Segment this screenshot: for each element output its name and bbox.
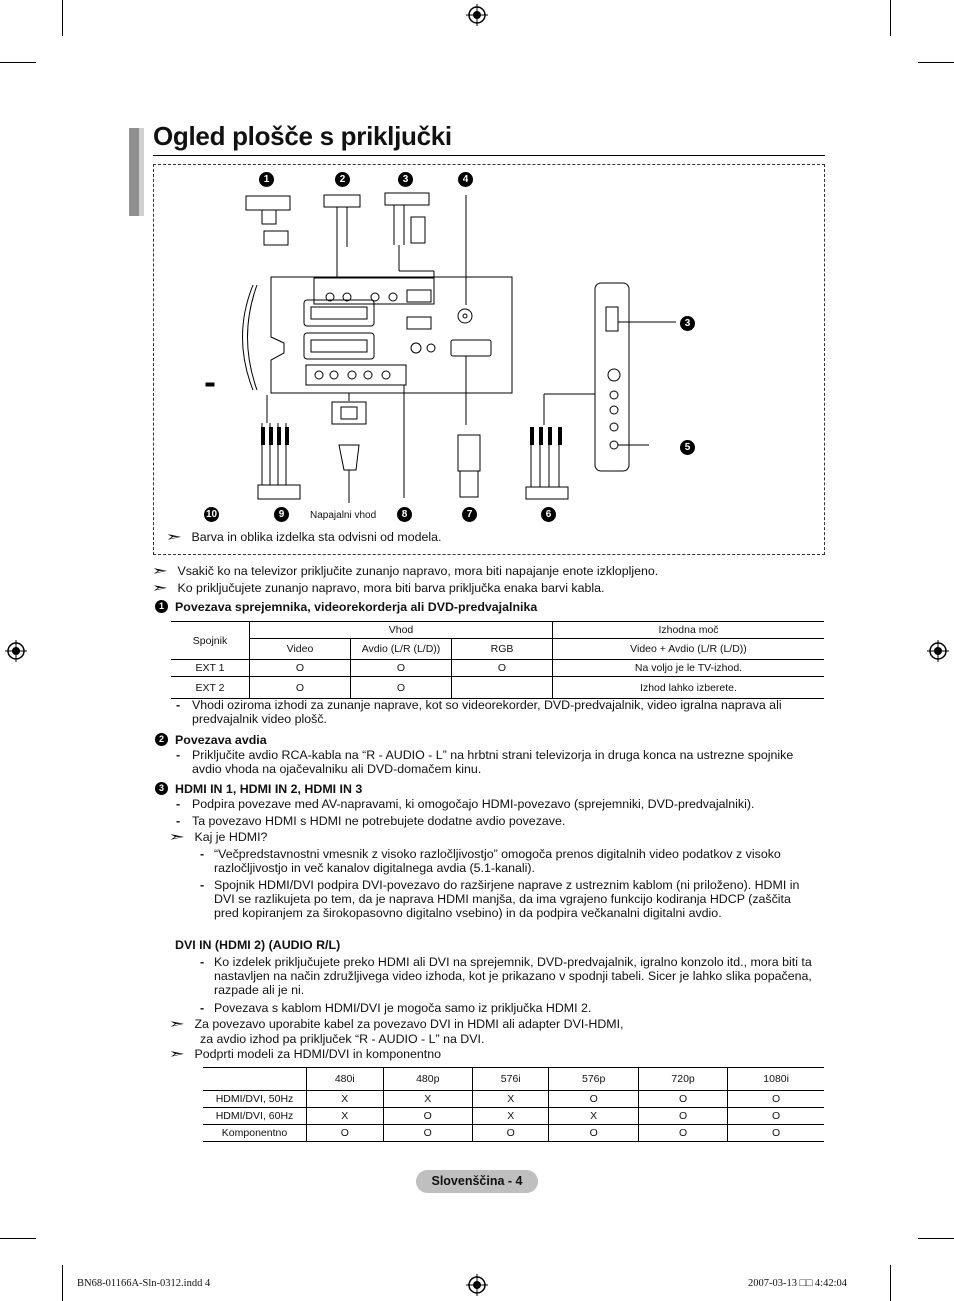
bullet-dash: - [176,748,181,762]
section-1-marker: 1 [155,600,168,613]
header-izhodna: Izhodna moč [553,622,825,639]
page-number-badge: Slovenščina - 4 [416,1170,538,1193]
registration-mark-icon [466,1274,488,1296]
note-arrow-icon: ➣ [168,829,185,844]
section-1-heading: Povezava sprejemnika, videorekorderja ali DVD-predvajalnika [175,600,538,614]
marker-4: 4 [458,172,473,187]
note-power-off: ➣ Vsakič ko na televizor priključite zunanjo napravo, mora biti napajanje enote izklopljeno. [151,563,659,578]
note-arrow-icon: ➣ [151,563,168,578]
marker-3: 3 [398,172,413,187]
crop-mark [890,0,891,36]
table-row: HDMI/DVI, 60Hz X O X X O O [203,1108,824,1125]
col-480p: 480p [383,1068,472,1091]
dvi-cable-note-2: za avdio izhod pa priključek “R - AUDIO - L” na DVI. [200,1032,485,1046]
col-576i: 576i [472,1068,549,1091]
table-row: HDMI/DVI, 50Hz X X X O O O [203,1091,824,1108]
col-720p: 720p [638,1068,727,1091]
crop-mark [918,1238,954,1239]
header-avdio: Avdio (L/R (L/D)) [351,639,452,660]
table-row: EXT 1 O O O Na voljo je le TV-izhod. [171,660,824,677]
crop-mark [0,1238,36,1239]
header-rgb: RGB [452,639,553,660]
dvi-bullet-1: Ko izdelek priključujete preko HDMI ali DVI na sprejemnik, DVD-predvajalnik, igralno konzolo itd., mora biti ta nastavljen na način združljivega video izhoda, kot je prikazano v spodnji tabeli. Sicer je lahko slika popačena, razpade ali je ni. [214,955,812,997]
note-arrow-icon: ➣ [168,1016,185,1031]
connection-panel-diagram [153,164,825,555]
bullet-dash: - [200,878,205,892]
col-480i: 480i [307,1068,384,1091]
ext-connector-table [171,621,824,699]
dvi-heading: DVI IN (HDMI 2) (AUDIO R/L) [175,938,341,952]
bullet-dash: - [200,955,205,969]
crop-mark [62,0,63,36]
marker-2: 2 [335,172,350,187]
header-video: Video [250,639,351,660]
hdmi-explanation-2: Spojnik HDMI/DVI podpira DVI-povezavo do razširjene naprave z ustreznim kablom (ni priloženo). HDMI in DVI se razlikujeta po tem, da je naprava HDMI manjša, da ima vgrajeno funkcijo kodiranja HDCP (zaščita pred kopiranjem za širokopasovno digitalno vsebino) in da podpira večkanalni digitalni avdio. [214,878,800,920]
note-arrow-icon: ➣ [168,1046,185,1061]
dvi-bullet-2: Povezava s kablom HDMI/DVI je mogoča samo iz priključka HDMI 2. [214,1001,592,1015]
col-576p: 576p [549,1068,638,1091]
marker-3-side: 3 [680,316,695,331]
note-arrow-icon: ➣ [165,529,182,544]
crop-mark [890,1265,891,1301]
header-spojnik: Spojnik [171,622,250,660]
registration-mark-icon [927,640,949,662]
crop-mark [0,62,36,63]
section-2-marker: 2 [155,733,168,746]
marker-7: 7 [462,507,477,522]
resolution-table [203,1067,824,1142]
table-row: EXT 2 O O Izhod lahko izberete. [171,677,824,699]
section-3-marker: 3 [155,782,168,795]
col-1080i: 1080i [728,1068,824,1091]
registration-mark-icon [5,640,27,662]
crop-mark [62,1265,63,1301]
power-input-label: Napajalni vhod [310,510,377,521]
note-color-match: ➣ Ko priključujete zunanjo napravo, mora biti barva priključka enaka barvi kabla. [151,580,605,595]
bullet-dash: - [200,847,205,861]
title-accent-bar [139,128,144,216]
marker-8: 8 [397,507,412,522]
section-3-bullet-1: Podpira povezave med AV-napravami, ki omogočajo HDMI-povezavo (sprejemniki, DVD-predvajalniki). [192,797,755,811]
supported-modes-note: ➣ Podprti modeli za HDMI/DVI in komponentno [168,1046,442,1061]
registration-mark-icon [466,4,488,26]
marker-10: 10 [205,509,218,520]
marker-9: 9 [274,507,289,522]
section-3-bullet-2: Ta povezavo HDMI s HDMI ne potrebujete dodatne avdio povezave. [192,814,566,828]
dvi-cable-note: ➣ Za povezavo uporabite kabel za povezavo DVI in HDMI ali adapter DVI-HDMI, [168,1016,624,1031]
bullet-dash: - [176,698,181,712]
footer-timestamp: 2007-03-13 □□ 4:42:04 [748,1278,848,1289]
title-divider [153,155,825,156]
bullet-dash: - [176,814,181,828]
table-row: Komponentno O O O O O O [203,1125,824,1142]
footer-file-name: BN68-01166A-Sln-0312.indd 4 [77,1278,211,1289]
header-vhod: Vhod [250,622,553,639]
section-1-bullet: Vhodi oziroma izhodi za zunanje naprave, kot so videorekorder, DVD-predvajalnik, video igralna naprava ali predvajalnik video plošč. [192,698,782,726]
bullet-dash: - [200,1001,205,1015]
diagram-note: ➣ Barva in oblika izdelka sta odvisni od modela. [165,529,442,544]
section-2-heading: Povezava avdia [175,733,267,747]
hdmi-explanation-1: “Večpredstavnostni vmesnik z visoko razločljivostjo” omogoča prenos digitalnih video podatkov z visoko razločljivostjo in več kanalov digitalnega avdia (5.1-kanali). [214,847,781,875]
section-2-bullet: Priključite avdio RCA-kabla na “R - AUDIO - L” na hrbtni strani televizorja in druga konca na ustrezne spojnike avdio vhoda na ojačevalniku ali DVD-domačem kinu. [192,748,794,776]
marker-5: 5 [680,440,695,455]
marker-6: 6 [541,507,556,522]
header-video-avdio: Video + Avdio (L/R (L/D)) [553,639,825,660]
section-3-heading: HDMI IN 1, HDMI IN 2, HDMI IN 3 [175,782,363,796]
crop-mark [918,62,954,63]
marker-1: 1 [259,172,274,187]
note-arrow-icon: ➣ [151,580,168,595]
rear-panel-illustration [154,165,826,556]
page-title: Ogled plošče s priključki [153,121,452,151]
bullet-dash: - [176,797,181,811]
what-is-hdmi-note: ➣ Kaj je HDMI? [168,829,268,844]
